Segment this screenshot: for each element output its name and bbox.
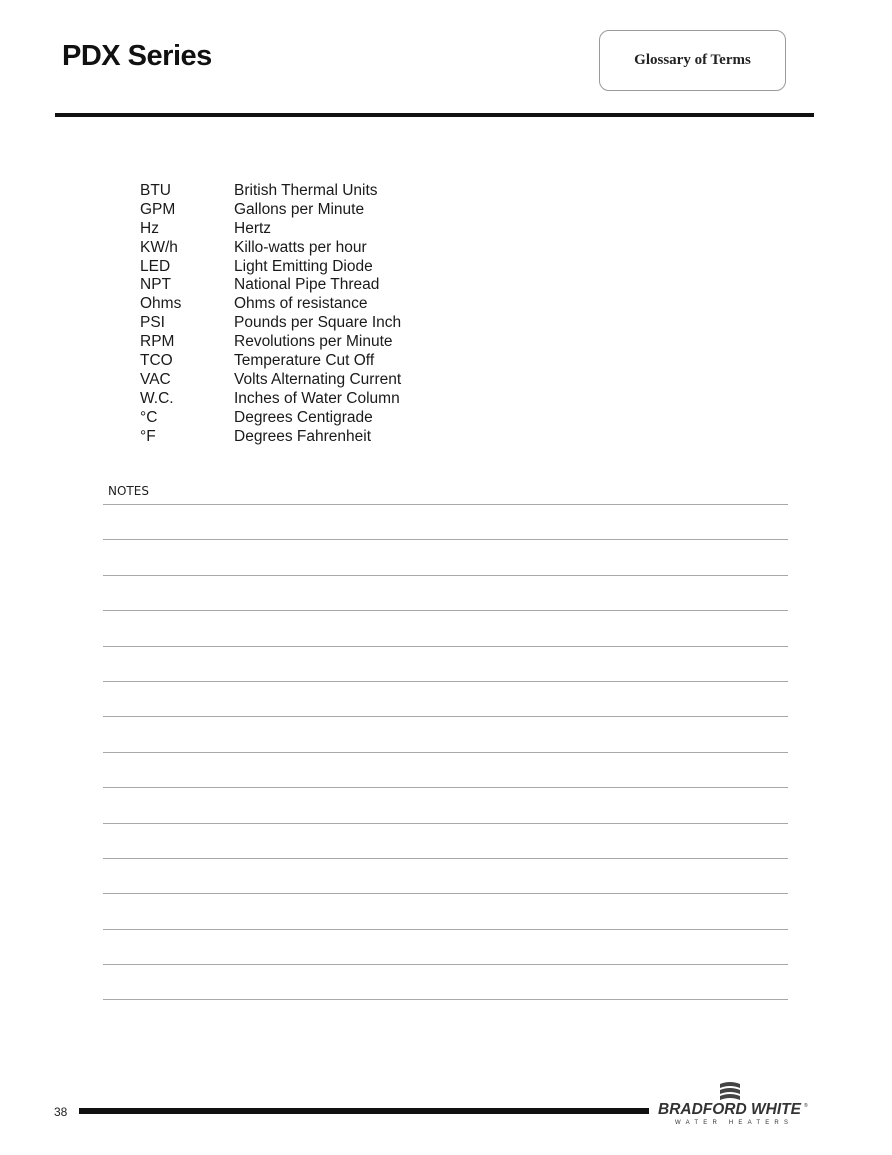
glossary-term: GPM [140,200,176,218]
glossary-entry [140,371,401,390]
glossary-term: BTU [140,182,171,199]
glossary-term: TCO [140,352,173,370]
glossary-definition: Degrees Fahrenheit [234,427,371,445]
header-divider [55,113,814,117]
footer-divider [79,1108,649,1114]
note-line [103,893,788,894]
glossary-definition: British Thermal Units [234,182,378,199]
brand-name: BRADFORD WHITE [658,1101,801,1118]
glossary-definition: Gallons per Minute [234,200,365,218]
glossary-entry [140,239,401,258]
glossary-term: RPM [140,333,175,351]
glossary-term: Hz [140,219,159,237]
note-line [103,858,788,859]
brand-tagline: WATER HEATERS [675,1120,794,1126]
glossary-list [140,182,401,446]
note-line [103,752,788,753]
glossary-definition: Degrees Centigrade [234,408,373,426]
page-number: 38 [54,1105,68,1119]
glossary-entry [140,220,401,239]
glossary-definition: Inches of Water Column [234,389,400,407]
glossary-term: Ohms [140,295,182,313]
note-line [103,646,788,647]
glossary-entry [140,258,401,277]
water-heater-logo-icon [654,1080,814,1128]
glossary-entry [140,295,401,314]
note-line [103,575,788,576]
glossary-definition: Ohms of resistance [234,295,368,313]
glossary-term: °C [140,408,158,426]
glossary-term: KW/h [140,238,178,256]
glossary-entry [140,409,401,428]
glossary-term: VAC [140,370,171,388]
glossary-term: °F [140,427,156,445]
note-line [103,716,788,717]
glossary-definition: Volts Alternating Current [234,370,402,388]
glossary-entry [140,276,401,295]
glossary-definition: Light Emitting Diode [234,257,373,275]
note-line [103,999,788,1000]
notes-label: NOTES [108,484,149,498]
glossary-entry [140,390,401,409]
brand-logo [654,1080,814,1128]
glossary-definition: Temperature Cut Off [234,352,375,370]
svg-text:®: ® [804,1103,808,1109]
notes-lines [103,504,788,1035]
glossary-definition: National Pipe Thread [234,276,380,294]
glossary-term: LED [140,257,171,275]
section-title: Glossary of Terms [634,52,751,68]
note-line [103,787,788,788]
note-line [103,929,788,930]
glossary-entry [140,201,401,220]
glossary-term: W.C. [140,389,174,407]
glossary-entry [140,428,401,447]
glossary-term: NPT [140,276,171,294]
note-line [103,823,788,824]
glossary-entry [140,182,401,201]
note-line [103,610,788,611]
glossary-definition: Killo-watts per hour [234,238,367,256]
glossary-definition: Hertz [234,219,272,237]
glossary-entry [140,333,401,352]
note-line [103,539,788,540]
page-title: PDX Series [62,40,212,72]
glossary-entry [140,352,401,371]
note-line [103,504,788,505]
section-title-box [599,30,786,91]
glossary-entry [140,314,401,333]
note-line [103,681,788,682]
glossary-definition: Pounds per Square Inch [234,314,402,332]
glossary-term: PSI [140,314,165,332]
note-line [103,964,788,965]
glossary-definition: Revolutions per Minute [234,333,393,351]
